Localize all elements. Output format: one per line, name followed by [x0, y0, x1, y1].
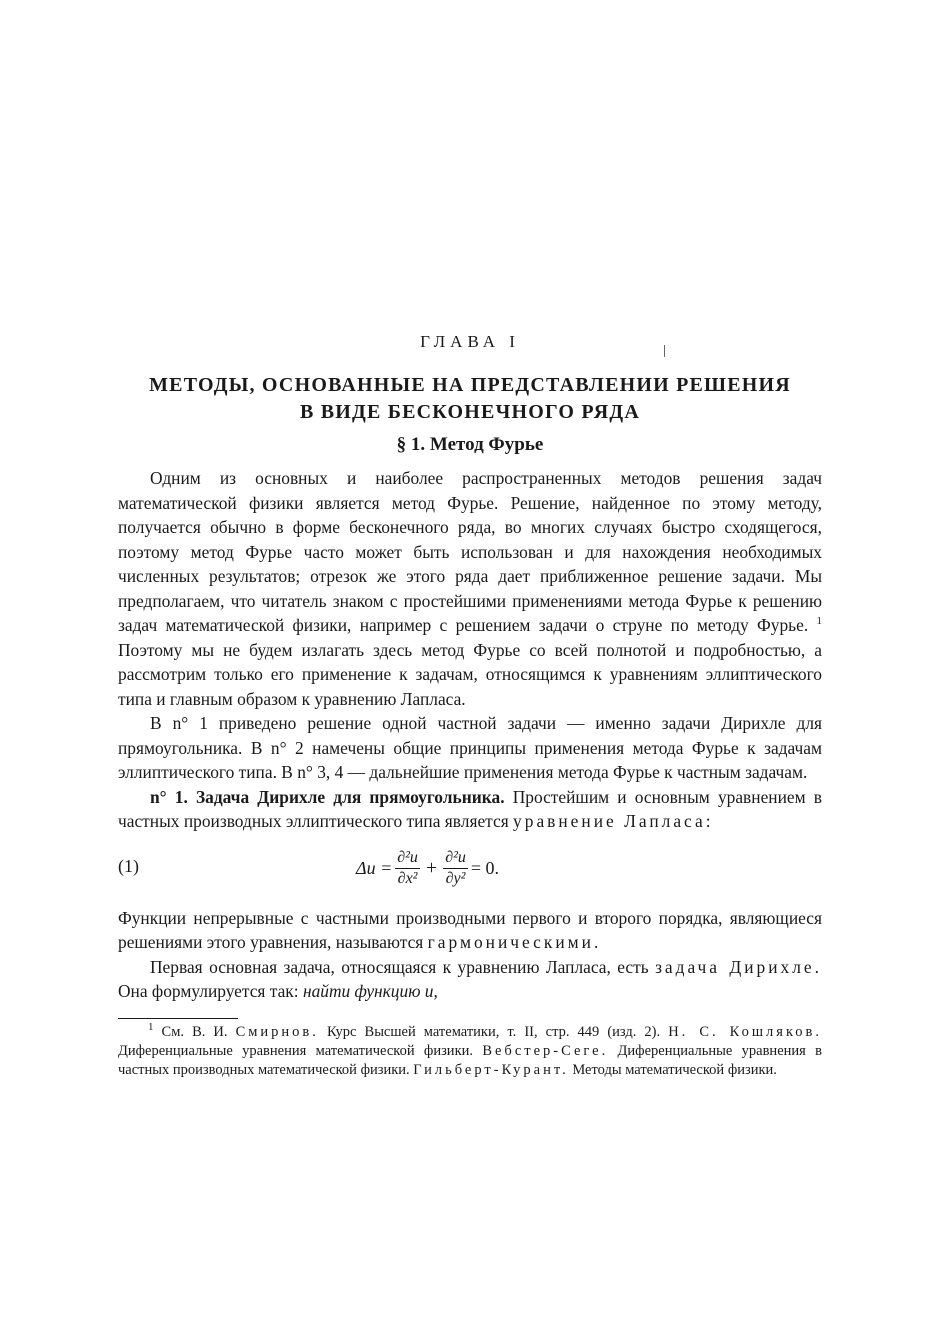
- paragraph-2: В n° 1 приведено решение одной частной задачи — именно задачи Дирихле для прямоугольника. В n° 2 намечены общие принципы применения метода Фурье к задачам эллиптического типа. В n° 3, 4 — дальнейшие применения метода Фурье к частным задачам.: [118, 713, 822, 782]
- equation-lhs: Δu =: [356, 858, 393, 878]
- paragraph-4: [118, 906, 822, 955]
- footnote-text-e: Методы математической физики.: [568, 1061, 777, 1078]
- page-content: [118, 332, 822, 1080]
- footnote-divider: [118, 1018, 238, 1019]
- footnote-text-d: Диференциальные уравнения в частных производных математической физики.: [118, 1042, 822, 1078]
- section-heading: § 1. Метод Фурье: [396, 434, 544, 455]
- paragraph-1: [118, 466, 822, 711]
- paragraph-4-text: Функции непрерывные с частными производными первого и второго порядка, являющиеся решениями этого уравнения, называются: [118, 907, 822, 952]
- chapter-title-line-2: В ВИДЕ БЕСКОНЕЧНОГО РЯДА: [299, 401, 641, 423]
- paragraph-3-emphasis: уравнение Лапласа:: [513, 811, 714, 831]
- footnote: [118, 1020, 822, 1080]
- laplace-equation: [118, 840, 822, 898]
- footnote-author-3: Вебстер-Сеге.: [482, 1042, 609, 1059]
- paragraph-5-text-2: Она формулируется так:: [118, 981, 303, 1001]
- chapter-title: [118, 372, 822, 426]
- paragraph-5-italic: найти функцию u,: [302, 981, 438, 1001]
- equation-rhs: = 0.: [470, 858, 500, 878]
- paragraph-3-text: Простейшим и основным уравнением в частных производных эллиптического типа является: [118, 786, 822, 831]
- paragraph-3: [118, 785, 822, 834]
- footnote-author-1: Смирнов.: [235, 1023, 319, 1040]
- equation-expression: [356, 840, 499, 898]
- chapter-title-line-1: МЕТОДЫ, ОСНОВАННЫЕ НА ПРЕДСТАВЛЕНИИ РЕШЕНИЯ: [149, 374, 791, 396]
- plus-sign: +: [425, 857, 438, 879]
- paragraph-4-emphasis: гармоническими.: [427, 932, 602, 952]
- footnote-author-2: Н. С. Кошляков.: [668, 1023, 822, 1040]
- footnote-text-a: См. В. И.: [153, 1023, 236, 1040]
- fraction-y: [443, 848, 468, 889]
- paragraph-5: [118, 955, 822, 1004]
- fraction-x-numerator: ∂²u: [395, 848, 420, 869]
- fraction-x-denominator: ∂x²: [397, 870, 418, 887]
- footnote-author-4: Гильберт-Курант.: [413, 1061, 569, 1078]
- paragraph-5-emphasis: задача Дирихле.: [655, 956, 822, 977]
- fraction-y-numerator: ∂²u: [443, 848, 468, 869]
- footnote-text-b: Курс Высшей математики, т. II, стр. 449 (изд. 2).: [318, 1023, 669, 1040]
- footnote-number: 1: [148, 1020, 154, 1033]
- paragraph-5-text-1: Первая основная задача, относящаяся к уравнению Лапласа, есть: [150, 956, 656, 977]
- footnote-ref: 1: [816, 615, 822, 628]
- fraction-x: [395, 848, 420, 889]
- fraction-y-denominator: ∂y²: [445, 870, 466, 887]
- chapter-label: ГЛАВА I: [420, 332, 520, 351]
- paragraph-1-text-b: Поэтому мы не будем излагать здесь метод Фурье со всей полнотой и подробностью, а рассмотрим только его применение к задачам, относящимся к уравнениям эллиптического типа и главным образом к уравнению Лапласа.: [118, 639, 822, 709]
- subsection-heading: n° 1. Задача Дирихле для прямоугольника.: [150, 786, 505, 807]
- paragraph-1-text-a: Одним из основных и наиболее распространенных методов решения задач математической физики является метод Фурье. Решение, найденное по этому методу, получается обычно в форме бесконечного ряда, во многих случаях быстро сходящегося, поэтому метод Фурье часто может быть использован и для нахождения необходимых численных результатов; отрезок же этого ряда дает приближенное решение задачи. Мы предполагаем, что читатель знаком с простейшими применениями метода Фурье к решению задач математической физики, например с решением задачи о струне по методу Фурье.: [118, 468, 822, 635]
- footnote-text-c: Диференциальные уравнения математической физики.: [118, 1042, 483, 1059]
- equation-number: (1): [118, 855, 139, 876]
